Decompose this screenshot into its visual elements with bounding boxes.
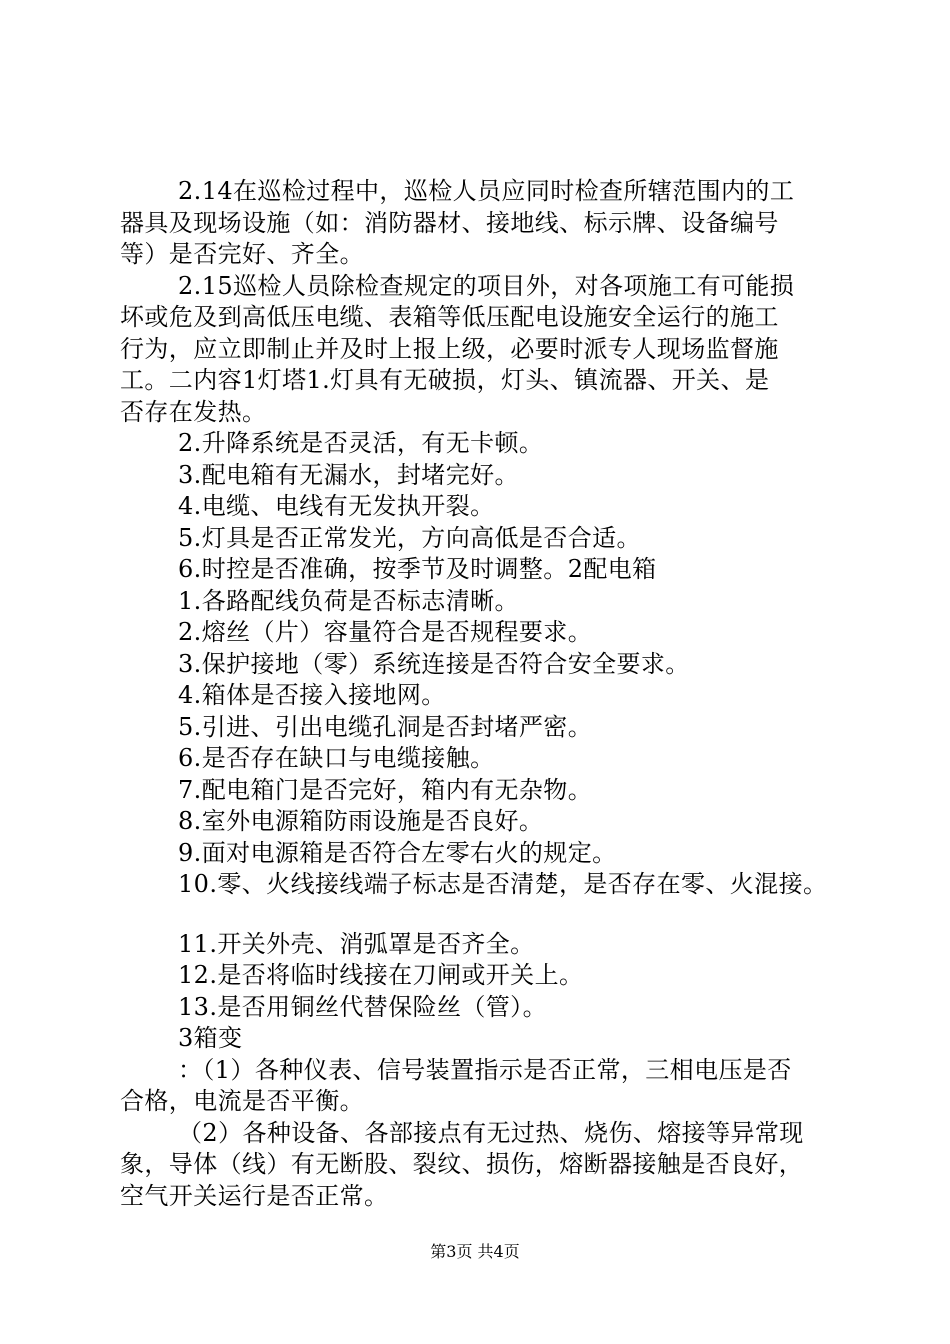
list-item: 10.零、火线接线端子标志是否清楚，是否存在零、火混接。 [178,870,828,898]
list-item: 6.是否存在缺口与电缆接触。 [178,744,495,772]
list-item: 5.灯具是否正常发光，方向高低是否合适。 [178,523,641,552]
list-item: 9.面对电源箱是否符合左零右火的规定。 [178,838,617,867]
paragraph-line: 象，导体（线）有无断股、裂纹、损伤，熔断器接触是否良好， [120,1150,804,1178]
list-item: 3.配电箱有无漏水，封堵完好。 [178,460,519,489]
list-item: 13.是否用铜丝代替保险丝（管）。 [178,992,547,1021]
list-item: 6.时控是否准确，按季节及时调整。2配电箱 [178,555,657,583]
paragraph-line: 器具及现场设施（如：消防器材、接地线、标示牌、设备编号 [120,208,779,237]
paragraph-line: 2.15巡检人员除检查规定的项目外，对各项施工有可能损 [178,271,795,300]
list-item: 7.配电箱门是否完好，箱内有无杂物。 [178,775,593,804]
paragraph-line: 行为，应立即制止并及时上报上级，必要时派专人现场监督施 [120,334,779,363]
paragraph-line: 空气开关运行是否正常。 [120,1181,389,1210]
list-item: 11.开关外壳、消弧罩是否齐全。 [178,929,535,958]
list-item: 5.引进、引出电缆孔洞是否封堵严密。 [178,712,593,741]
paragraph-line: 合格，电流是否平衡。 [120,1087,364,1115]
paragraph-line: 等）是否完好、齐全。 [120,240,364,268]
list-item: 8.室外电源箱防雨设施是否良好。 [178,807,544,835]
list-item: 12.是否将临时线接在刀闸或开关上。 [178,961,584,989]
list-item: 2.熔丝（片）容量符合是否规程要求。 [178,618,593,646]
paragraph-line: ：（1）各种仪表、信号装置指示是否正常，三相电压是否 [178,1055,792,1084]
paragraph-line: 坏或危及到高低压电缆、表箱等低压配电设施安全运行的施工 [120,303,779,331]
paragraph-line: （2）各种设备、各部接点有无过热、烧伤、熔接等异常现 [178,1118,804,1147]
section-heading: 3箱变 [178,1024,243,1052]
list-item: 4.电缆、电线有无发执开裂。 [178,492,495,520]
page-number-footer: 第3页 共4页 [430,1242,520,1261]
document-body [120,176,850,1212]
list-item: 4.箱体是否接入接地网。 [178,681,446,709]
paragraph-line: 2.14在巡检过程中，巡检人员应同时检查所辖范围内的工 [178,177,795,205]
paragraph-line: 否存在发热。 [120,397,267,426]
list-item: 3.保护接地（零）系统连接是否符合安全要求。 [178,649,690,678]
list-item: 1.各路配线负荷是否标志清晰。 [178,586,519,615]
paragraph-line: 工。二内容1灯塔1.灯具有无破损，灯头、镇流器、开关、是 [120,366,770,394]
list-item: 2.升降系统是否灵活，有无卡顿。 [178,429,544,457]
